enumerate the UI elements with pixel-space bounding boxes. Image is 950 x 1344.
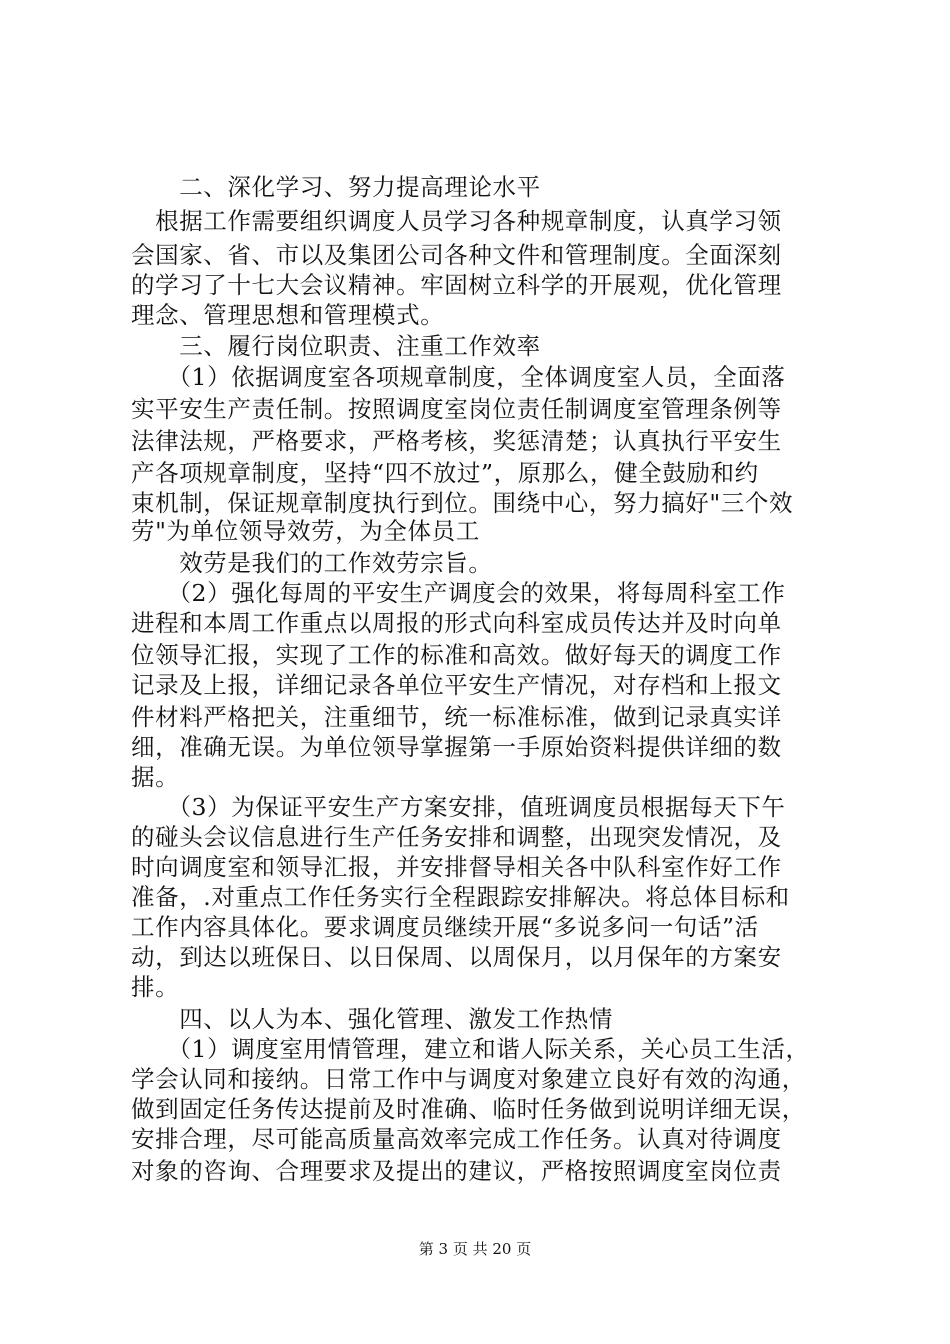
text-line: 实平安生产责任制。按照调度室岗位责任制调度室管理条例等	[131, 395, 782, 423]
text-line: 对象的咨询、合理要求及提出的建议，严格按照调度室岗位责	[131, 1157, 782, 1185]
text-line: （1）调度室用情管理，建立和谐人际关系，关心员工生活，	[131, 1035, 810, 1063]
text-line: 据。	[131, 763, 180, 791]
text-line: 产各项规章制度，坚持“四不放过”，原那么，健全鼓励和约	[131, 459, 759, 487]
text-line: 根据工作需要组织调度人员学习各种规章制度，认真学习领	[131, 207, 782, 235]
text-line: 位领导汇报，实现了工作的标准和高效。做好每天的调度工作	[131, 641, 782, 669]
page-number-footer: 第 3 页 共 20 页	[418, 1240, 532, 1258]
text-line: 束机制，保证规章制度执行到位。围绕中心，努力搞好"三个效	[131, 489, 794, 517]
text-line: 准备，.对重点工作任务实行全程跟踪安排解决。将总体目标和	[131, 883, 790, 911]
text-line: 会国家、省、市以及集团公司各种文件和管理制度。全面深刻	[131, 241, 782, 269]
text-line: 工作内容具体化。要求调度员继续开展“多说多问一句话”活	[131, 913, 759, 941]
text-line: 安排合理，尽可能高质量高效率完成工作任务。认真对待调度	[131, 1125, 782, 1153]
text-line: 二、深化学习、努力提高理论水平	[131, 173, 541, 201]
text-line: （3）为保证平安生产方案安排，值班调度员根据每天下午	[131, 793, 786, 821]
text-line: （1）依据调度室各项规章制度，全体调度室人员，全面落	[131, 363, 786, 391]
text-line: 法律法规，严格要求，严格考核，奖惩清楚；认真执行平安生	[131, 427, 782, 455]
text-line: 理念、管理思想和管理模式。	[131, 301, 445, 329]
text-line: 效劳是我们的工作效劳宗旨。	[131, 549, 493, 577]
text-line: 进程和本周工作重点以周报的形式向科室成员传达并及时向单	[131, 609, 782, 637]
text-line: 的学习了十七大会议精神。牢固树立科学的开展观，优化管理	[131, 271, 782, 299]
text-line: 的碰头会议信息进行生产任务安排和调整，出现突发情况，及	[131, 823, 782, 851]
text-line: 排。	[131, 973, 180, 1001]
text-line: （2）强化每周的平安生产调度会的效果，将每周科室工作	[131, 579, 786, 607]
text-line: 三、履行岗位职责、注重工作效率	[131, 332, 541, 360]
text-line: 做到固定任务传达提前及时准确、临时任务做到说明详细无误，	[131, 1095, 806, 1123]
text-line: 记录及上报，详细记录各单位平安生产情况，对存档和上报文	[131, 671, 782, 699]
text-line: 动，到达以班保日、以日保周、以周保月，以月保年的方案安	[131, 943, 782, 971]
text-line: 劳"为单位领导效劳，为全体员工	[131, 517, 480, 545]
text-line: 四、以人为本、强化管理、激发工作热情	[131, 1005, 613, 1033]
text-line: 件材料严格把关，注重细节，统一标准标准，做到记录真实详	[131, 703, 782, 731]
text-line: 学会认同和接纳。日常工作中与调度对象建立良好有效的沟通，	[131, 1065, 806, 1093]
text-line: 细，准确无误。为单位领导掌握第一手原始资料提供详细的数	[131, 733, 782, 761]
text-line: 时向调度室和领导汇报，并安排督导相关各中队科室作好工作	[131, 853, 782, 881]
